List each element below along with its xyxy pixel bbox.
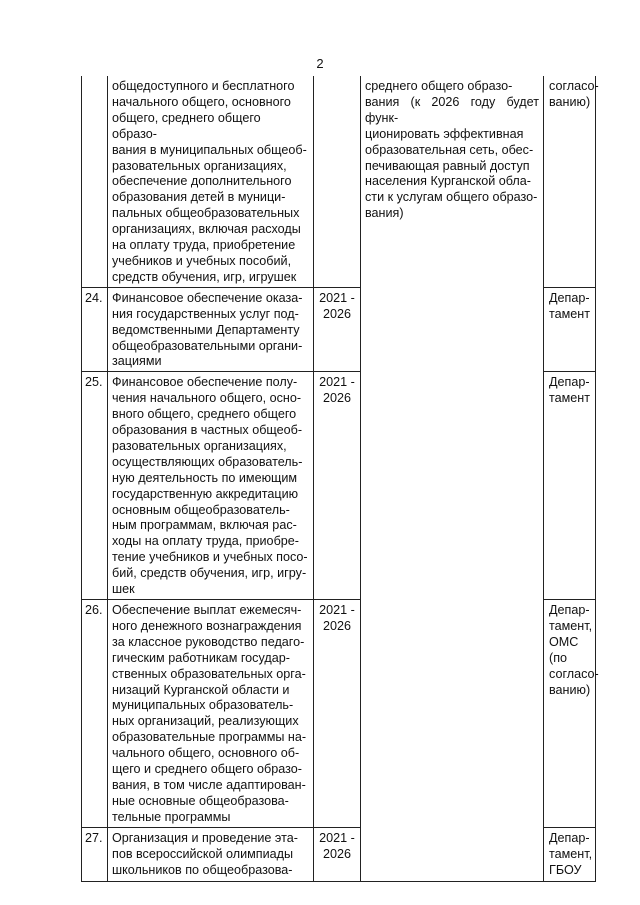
row-number: 24. — [82, 287, 108, 372]
period — [314, 76, 361, 287]
row-number — [82, 76, 108, 287]
responsible: Депар- тамент, ОМС (по согласо- ванию) — [544, 600, 596, 828]
responsible: Депар- тамент — [544, 372, 596, 600]
measure-text: Финансовое обеспечение полу- чения начального общего, осно- вного общего, среднего общего образования в частных общеоб- разовательных организациях, осуществляющих образователь- ную деятельность по имеющим государственную аккредитацию основным общеобразователь- ным программам, включая рас- ходы на оплату труда, приобре- тение учебников и учебных посо- бий, средств обучения, игр, игру- шек — [108, 372, 314, 600]
measure-text: общедоступного и бесплатного начального общего, основного общего, среднего общего образо- вания в муниципальных общеоб- разовательных организациях, обеспечение дополнительного образования детей в муници- пальных общеобразовательных организациях, включая расходы на оплату труда, приобретение учебников и учебных пособий, средств обучения, игр, игрушек — [108, 76, 314, 287]
measure-text: Организация и проведение эта- пов всероссийской олимпиады школьников по общеобразова- — [108, 827, 314, 881]
measure-text: Финансовое обеспечение оказа- ния государственных услуг под- ведомственными Департаменту общеобразовательными органи- зациями — [108, 287, 314, 372]
page-number: 2 — [316, 56, 324, 71]
period: 2021 - 2026 — [314, 600, 361, 828]
measures-table — [81, 76, 599, 882]
period: 2021 - 2026 — [314, 287, 361, 372]
responsible: согласо- ванию) — [544, 76, 596, 287]
period: 2021 - 2026 — [314, 372, 361, 600]
expected-result: среднего общего образо- вания (к 2026 году будет функ- ционировать эффективная образовательная сеть, обес- печивающая равный доступ населения Курганской обла- сти к услугам общего образо- вания) — [361, 76, 544, 881]
table-row — [82, 76, 596, 287]
responsible: Депар- тамент, ГБОУ — [544, 827, 596, 881]
responsible: Депар- тамент — [544, 287, 596, 372]
measure-text: Обеспечение выплат ежемесяч- ного денежного вознаграждения за классное руководство педаго- гическим работникам государ- ственных образовательных орга- низаций Курганской области и муниципальных образователь- ных организаций, реализующих образовательные программы на- чального общего, основного об- щего и среднего общего образо- вания, в том числе адаптирован- ные основные общеобразова- тельные программы — [108, 600, 314, 828]
row-number: 26. — [82, 600, 108, 828]
row-number: 27. — [82, 827, 108, 881]
row-number: 25. — [82, 372, 108, 600]
period: 2021 - 2026 — [314, 827, 361, 881]
